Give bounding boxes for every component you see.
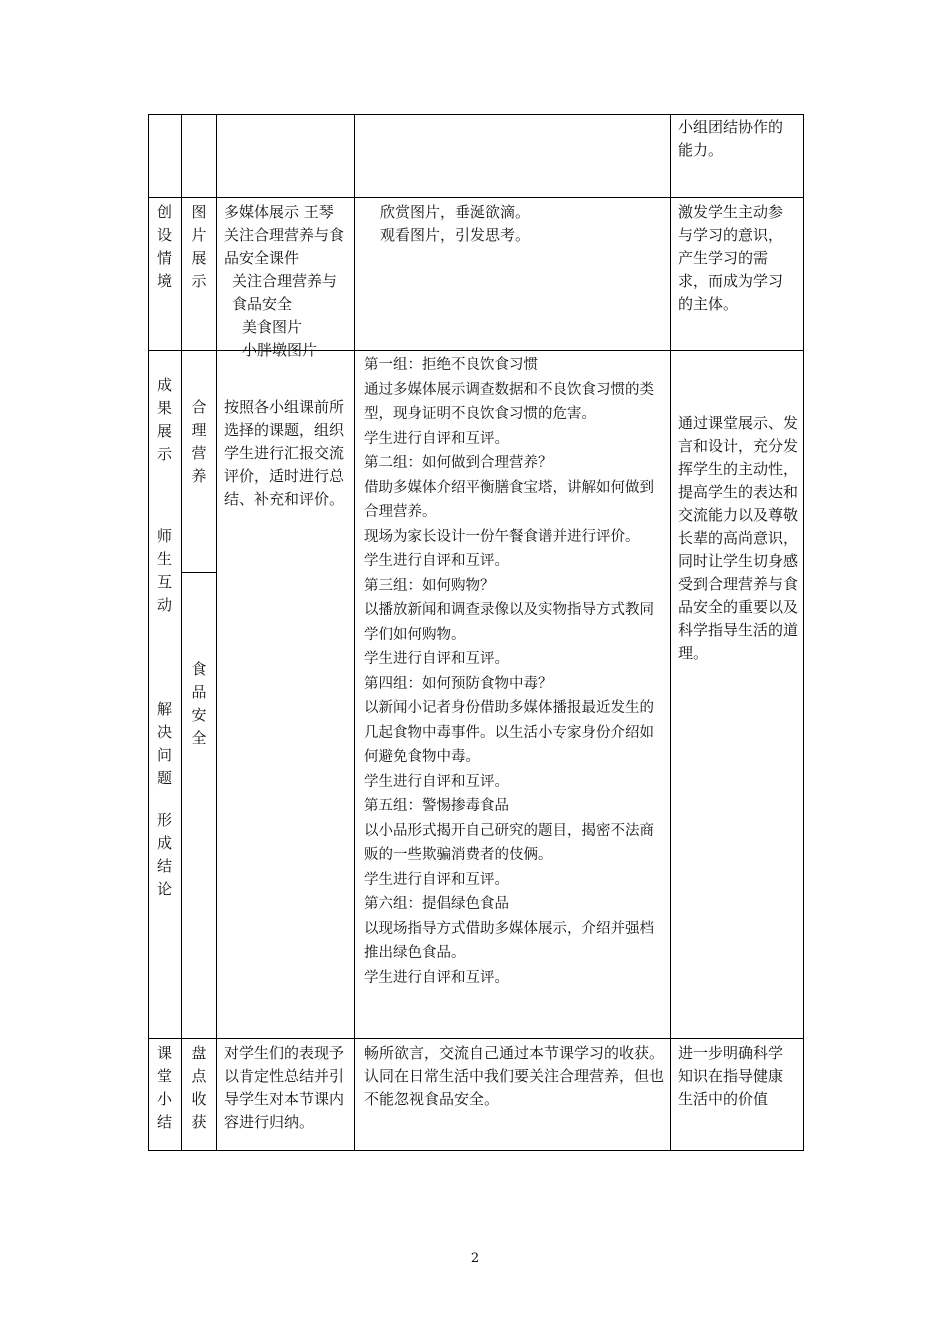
cell-text: 畅所欲言，交流自己通过本节课学习的收获。认同在日常生活中我们要关注合理营养，但也不能忽视食品安全。	[364, 1044, 665, 1108]
activity-char: 营	[191, 444, 207, 462]
cell-text: 按照各小组课前所选择的课题，组织学生进行汇报交流评价，适时进行总结、补充和评价。	[224, 398, 345, 508]
cell-text: 美食图片	[242, 318, 303, 336]
activity-char: 食	[191, 660, 207, 678]
stage-char: 课	[156, 1044, 172, 1062]
activity-char: 安	[191, 706, 207, 724]
lesson-plan-table	[148, 114, 804, 1151]
activity-char: 理	[191, 421, 207, 439]
table-border-bottom	[148, 1150, 804, 1151]
stage-char: 设	[156, 226, 172, 244]
activity-char: 图	[191, 203, 207, 221]
activity-char: 盘	[191, 1044, 207, 1062]
row3-teacher-activity	[224, 1042, 348, 1134]
cell-text: 以播放新闻和调查录像以及实物指导方式教同学们如何购物。	[364, 602, 654, 643]
cell-text: 小胖墩图片	[242, 341, 318, 359]
stage-char: 论	[156, 880, 172, 898]
row2-stage-d	[148, 809, 181, 901]
stage-char: 结	[156, 857, 172, 875]
stage-char: 示	[156, 445, 172, 463]
row3-activity	[182, 1042, 216, 1134]
cell-text: 现场为家长设计一份午餐食谱并进行评价。	[364, 528, 640, 545]
stage-char: 生	[156, 550, 172, 568]
stage-char: 题	[156, 769, 172, 787]
row2-student-activity	[364, 353, 666, 990]
cell-text: 学生进行自评和互评。	[364, 773, 509, 790]
table-border-right	[803, 114, 804, 1151]
row1-teacher-activity	[224, 201, 348, 362]
row2-design-intent	[678, 412, 798, 665]
cell-text: 学生进行自评和互评。	[364, 651, 509, 667]
cell-text: 观看图片，引发思考。	[380, 226, 531, 244]
stage-char: 情	[156, 249, 172, 267]
row0-design-intent	[678, 116, 796, 162]
activity-char: 养	[191, 467, 207, 485]
cell-text: 学生进行自评和互评。	[364, 871, 509, 888]
group-heading: 第五组：警惕掺毒食品	[364, 798, 509, 814]
stage-char: 展	[156, 422, 172, 440]
row3-student-activity	[364, 1042, 666, 1111]
row1-student-activity	[380, 201, 665, 247]
cell-text: 欣赏图片，垂涎欲滴。	[380, 203, 531, 221]
page-number: 2	[470, 1251, 480, 1266]
stage-char: 决	[156, 723, 172, 741]
row1-stage	[148, 201, 181, 293]
group-heading: 第四组：如何预防食物中毒？	[364, 675, 553, 692]
activity-char: 示	[191, 272, 207, 290]
table-border-top	[148, 114, 804, 115]
activity-char: 收	[191, 1090, 207, 1108]
cell-text: 以新闻小记者身份借助多媒体播报最近发生的几起食物中毒事件。以生活小专家身份介绍如何避免食物中毒。	[364, 700, 654, 765]
cell-text: 借助多媒体介绍平衡膳食宝塔，讲解如何做到合理营养。	[364, 479, 654, 520]
stage-char: 果	[156, 399, 172, 417]
stage-char: 成	[156, 834, 172, 852]
activity-char: 获	[191, 1113, 207, 1131]
activity-char: 点	[191, 1067, 207, 1085]
stage-char: 成	[156, 376, 172, 394]
stage-char: 创	[156, 203, 172, 221]
activity-char: 片	[191, 226, 207, 244]
cell-text: 对学生们的表现予以肯定性总结并引导学生对本节课内容进行归纳。	[224, 1044, 345, 1131]
stage-char: 小	[156, 1090, 172, 1108]
col-divider	[354, 114, 355, 1151]
cell-text: 以小品形式揭开自己研究的题目，揭密不法商贩的一些欺骗消费者的伎俩。	[364, 822, 654, 863]
stage-char: 师	[156, 527, 172, 545]
group-heading: 第三组：如何购物？	[364, 577, 495, 594]
group-heading: 第六组：提倡绿色食品	[364, 896, 509, 912]
stage-char: 形	[156, 811, 172, 829]
row3-stage	[148, 1042, 181, 1134]
row-divider	[148, 197, 804, 198]
cell-text: 学生进行自评和互评。	[364, 553, 509, 569]
row-divider	[148, 1038, 804, 1039]
row2-stage-c	[148, 698, 181, 790]
stage-char: 境	[156, 272, 172, 290]
stage-char: 动	[156, 596, 172, 614]
activity-char: 合	[191, 398, 207, 416]
stage-char: 问	[156, 746, 172, 764]
activity-char: 展	[191, 249, 207, 267]
cell-text: 学生进行自评和互评。	[364, 969, 509, 986]
row2-stage-b	[148, 525, 181, 617]
activity-char: 品	[191, 683, 207, 701]
cell-text: 以现场指导方式借助多媒体展示，介绍并强档推出绿色食品。	[364, 920, 654, 961]
stage-char: 结	[156, 1113, 172, 1131]
stage-char: 解	[156, 700, 172, 718]
row2-teacher-activity	[224, 396, 348, 511]
group-heading: 第二组：如何做到合理营养？	[364, 455, 553, 471]
activity-char: 全	[191, 729, 207, 747]
cell-text: 进一步明确科学知识在指导健康生活中的价值	[678, 1044, 784, 1108]
col-divider	[670, 114, 671, 1151]
row1-activity	[182, 201, 216, 293]
cell-text: 通过多媒体展示调查数据和不良饮食习惯的类型，现身证明不良饮食习惯的危害。	[364, 381, 654, 422]
stage-char: 堂	[156, 1067, 172, 1085]
cell-text: 通过课堂展示、发言和设计，充分发挥学生的主动性，提高学生的表达和交流能力以及尊敬长辈的高尚意识，同时让学生切身感受到合理营养与食品安全的重要以及科学指导生活的道理。	[678, 414, 799, 662]
group-heading: 第一组：拒绝不良饮食习惯	[364, 357, 538, 373]
row2-activity-b	[182, 658, 216, 750]
subrow-divider	[181, 572, 216, 573]
col-divider	[216, 114, 217, 1151]
row1-design-intent	[678, 201, 796, 316]
cell-text: 学生进行自评和互评。	[364, 430, 509, 447]
stage-char: 互	[156, 573, 172, 591]
cell-text: 小组团结协作的能力。	[678, 118, 784, 159]
row2-stage-a	[148, 374, 181, 466]
row2-activity-a	[182, 396, 216, 488]
cell-text: 多媒体展示 王琴关注合理营养与食品安全课件	[224, 203, 345, 267]
row3-design-intent	[678, 1042, 796, 1111]
cell-text: 激发学生主动参与学习的意识，产生学习的需求，而成为学习的主体。	[678, 203, 784, 313]
cell-text: 关注合理营养与食品安全	[232, 272, 338, 313]
